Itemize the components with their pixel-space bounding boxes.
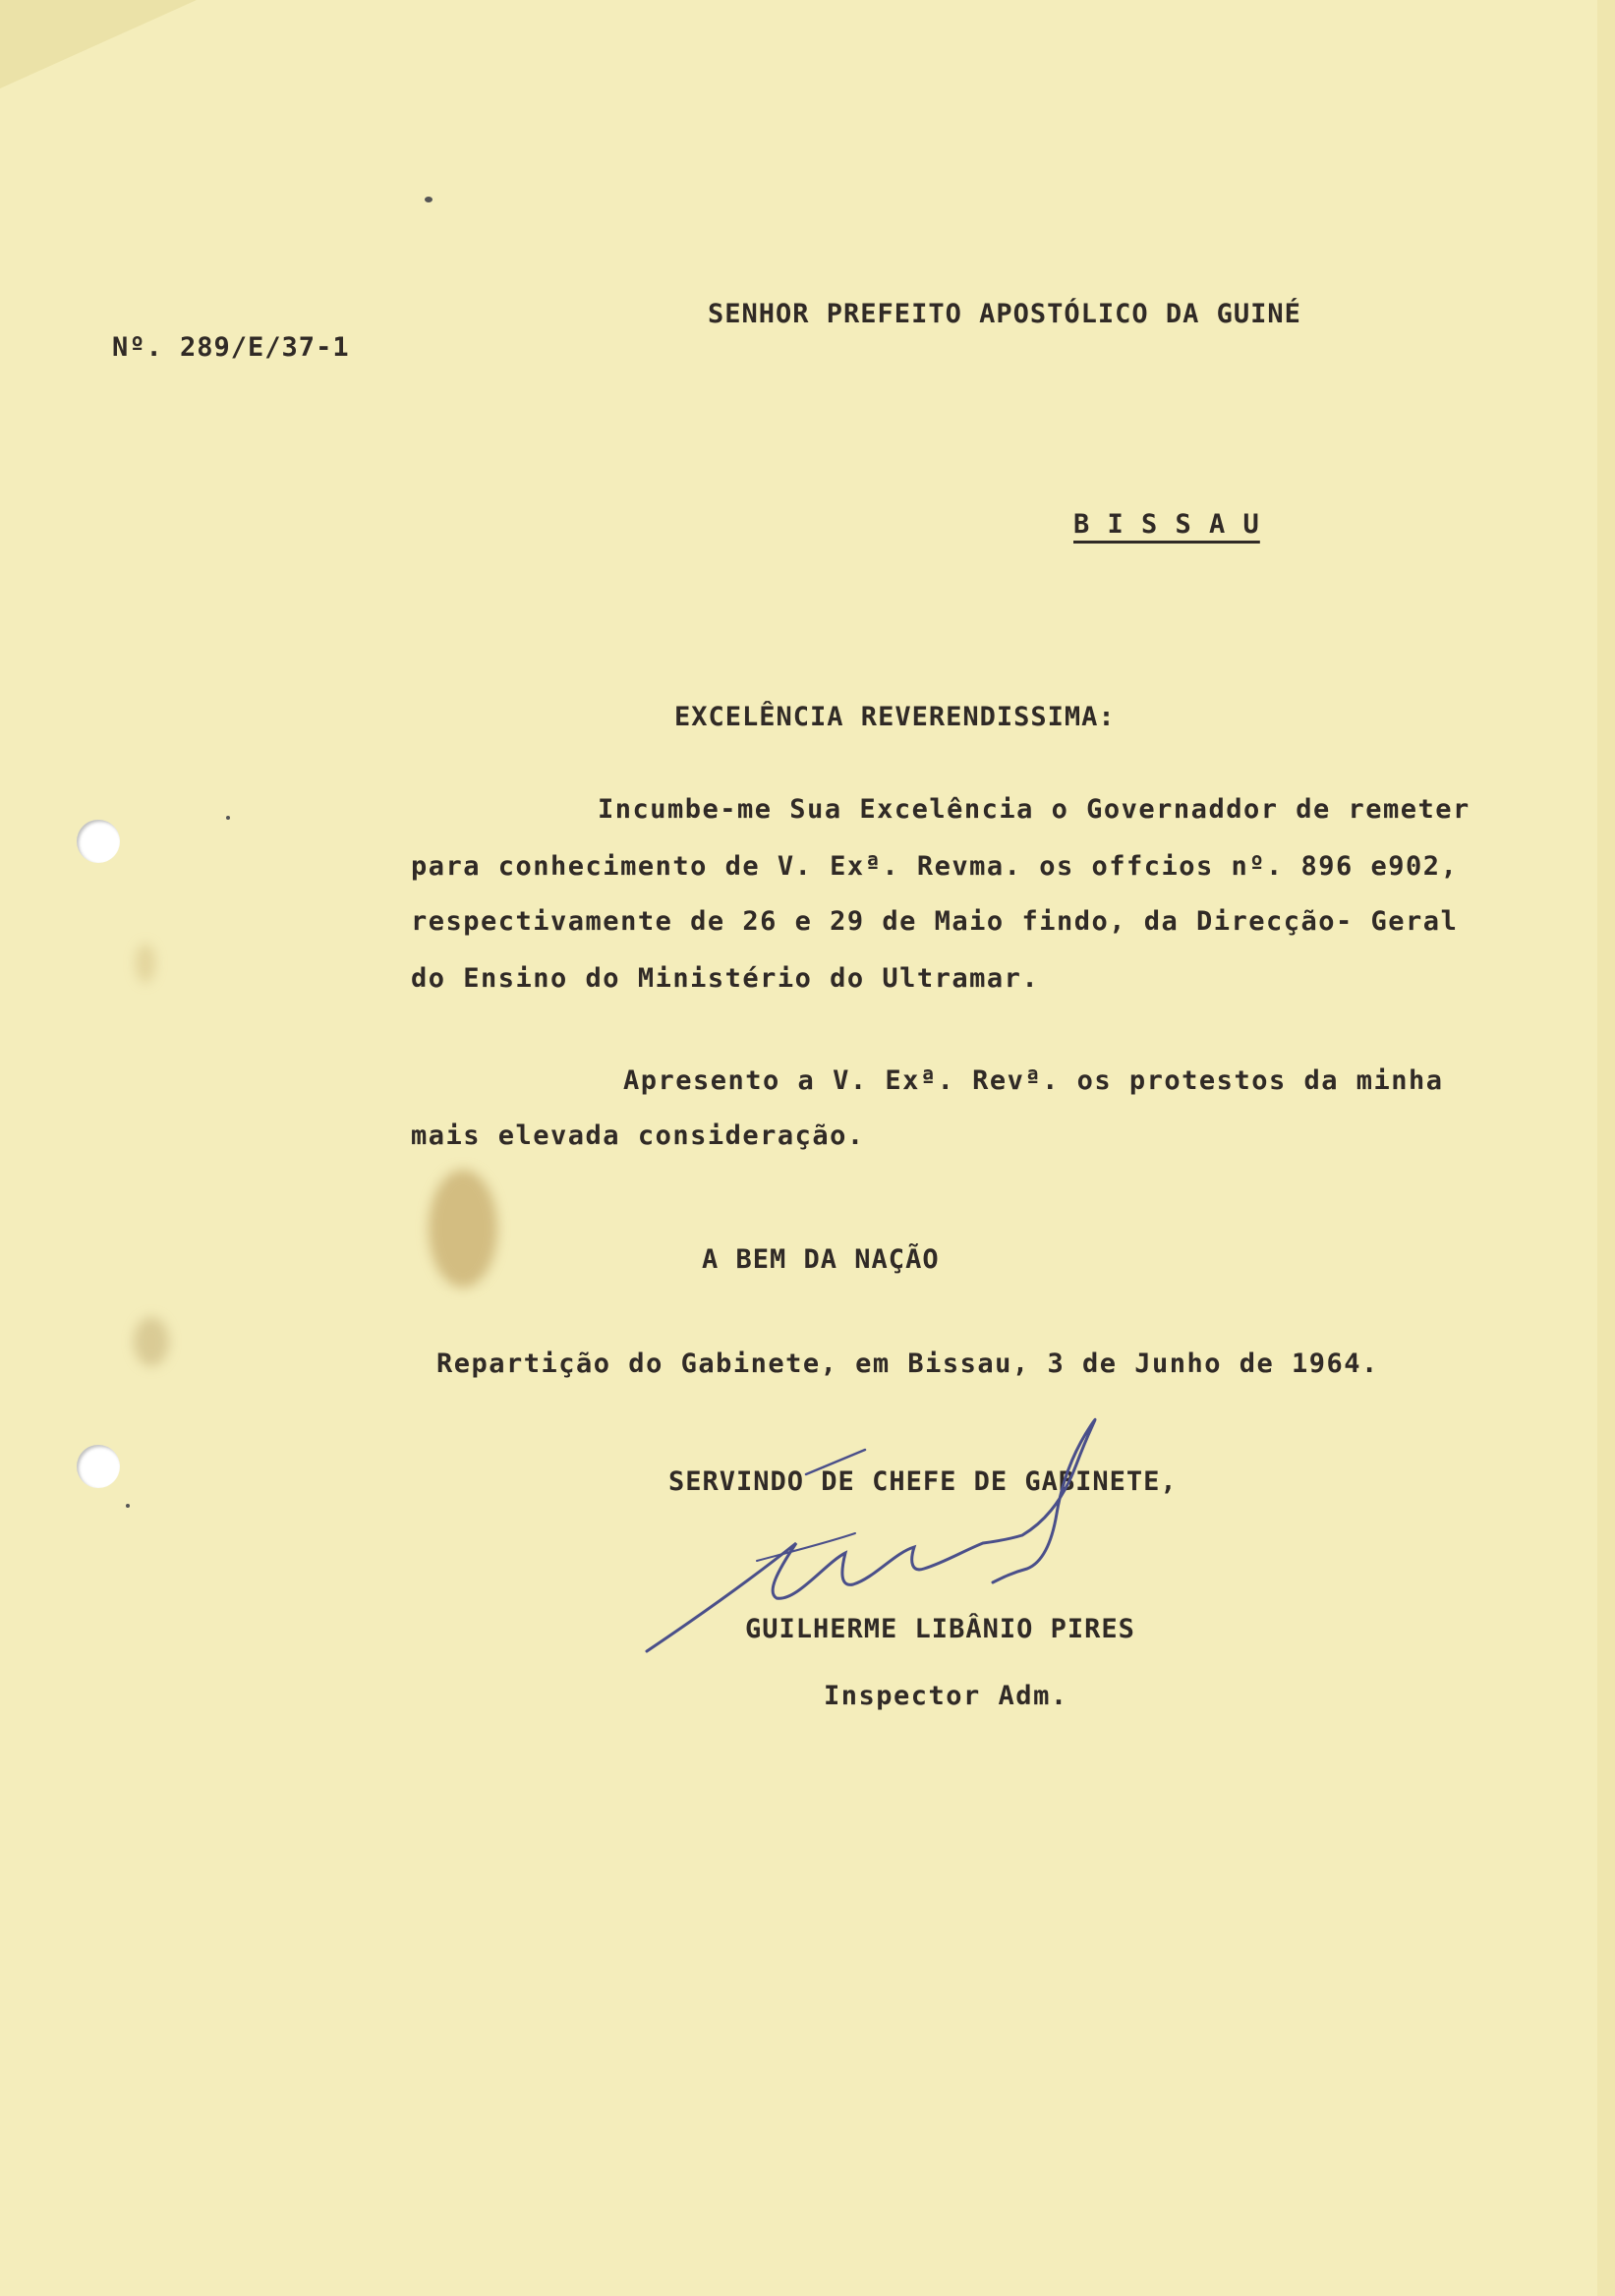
stain-mark	[429, 1170, 497, 1288]
paragraph-1-line-4: do Ensino do Ministério do Ultramar.	[411, 963, 1040, 994]
paragraph-2-line-2: mais elevada consideração.	[411, 1120, 865, 1151]
addressee-line: SENHOR PREFEITO APOSTÓLICO DA GUINÉ	[708, 299, 1301, 329]
handwritten-signature	[629, 1406, 1356, 1681]
paragraph-1-line-1: Incumbe-me Sua Excelência o Governaddor de remeter	[598, 794, 1471, 825]
signatory-role: SERVINDO DE CHEFE DE GABINETE,	[668, 1466, 1178, 1497]
punch-hole-bottom	[77, 1445, 120, 1488]
stain-mark	[136, 944, 155, 983]
paragraph-1-line-2: para conhecimento de V. Exª. Revma. os offcios nº. 896 e902,	[411, 851, 1459, 882]
speck	[126, 1504, 130, 1508]
place-date-line: Repartição do Gabinete, em Bissau, 3 de Junho de 1964.	[436, 1349, 1379, 1379]
paper-edge	[1597, 0, 1615, 2296]
salutation: EXCELÊNCIA REVERENDISSIMA:	[674, 702, 1116, 732]
city-heading: B I S S A U	[1073, 509, 1260, 540]
folded-corner	[0, 0, 197, 88]
signatory-title: Inspector Adm.	[824, 1681, 1068, 1711]
punch-hole-top	[77, 820, 120, 863]
speck	[425, 197, 433, 202]
signatory-name: GUILHERME LIBÂNIO PIRES	[745, 1614, 1135, 1644]
speck	[226, 816, 230, 820]
paragraph-2-line-1: Apresento a V. Exª. Revª. os protestos da minha	[623, 1065, 1444, 1096]
reference-number: Nº. 289/E/37-1	[112, 332, 350, 363]
closing-formula: A BEM DA NAÇÃO	[702, 1244, 940, 1275]
stain-mark	[134, 1317, 169, 1366]
paragraph-1-line-3: respectivamente de 26 e 29 de Maio findo, da Direcção- Geral	[411, 906, 1459, 937]
